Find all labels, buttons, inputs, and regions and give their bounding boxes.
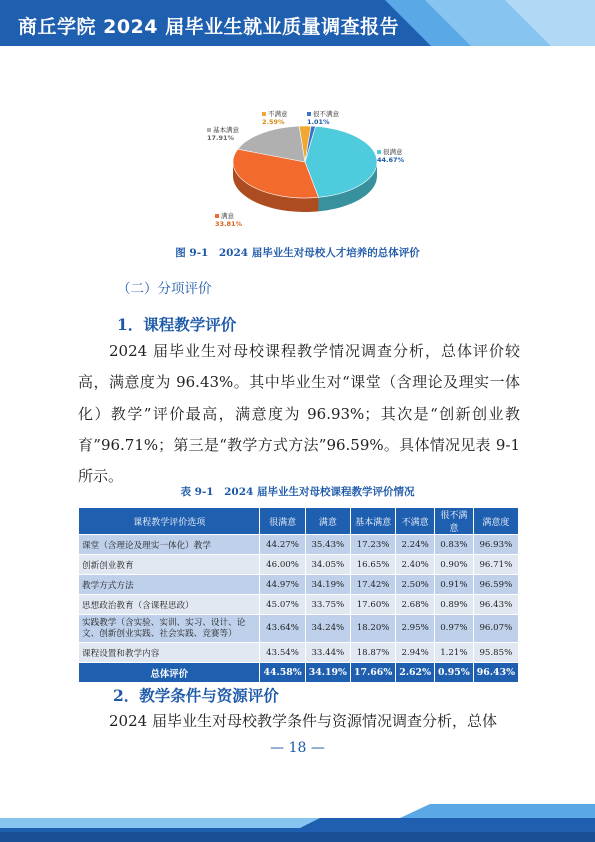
footer-decoration xyxy=(0,804,595,842)
table-cell: 总体评价 xyxy=(79,663,260,683)
table-cell: 创新创业教育 xyxy=(79,555,260,575)
table-cell: 96.07% xyxy=(473,615,518,643)
table-row xyxy=(79,575,519,595)
figure-caption: 图 9-1 2024 届毕业生对母校人才培养的总体评价 xyxy=(175,247,420,259)
table-cell: 96.59% xyxy=(473,575,518,595)
table-cell: 34.19% xyxy=(305,575,350,595)
table-cell: 0.83% xyxy=(434,535,473,555)
table-cell: 2.94% xyxy=(396,643,435,663)
table-cell: 96.71% xyxy=(473,555,518,575)
paragraph-course-teaching: 2024 届毕业生对母校课程教学情况调查分析，总体评价较高，满意度为 96.43%。其中毕业生对“课堂（含理论及理实一体化）教学”评价最高，满意度为 96.93%；其次是“创新创业教育”96.71%；第三是“教学方式方法”96.59%。具体情况见表 9-1 所示。 xyxy=(78,342,520,486)
table-caption: 表 9-1 2024 届毕业生对母校课程教学评价情况 xyxy=(180,486,415,498)
table-cell: 16.65% xyxy=(350,555,395,575)
paragraph-teaching-conditions: 2024 届毕业生对母校教学条件与资源情况调查分析，总体 xyxy=(109,712,497,730)
table-cell: 17.42% xyxy=(350,575,395,595)
legend-swatch xyxy=(215,214,219,218)
table-row xyxy=(79,615,519,643)
table-cell: 0.89% xyxy=(434,595,473,615)
table-cell: 17.23% xyxy=(350,535,395,555)
table-cell: 44.27% xyxy=(260,535,305,555)
table-cell: 17.60% xyxy=(350,595,395,615)
table-cell: 2.24% xyxy=(396,535,435,555)
table-cell: 44.58% xyxy=(260,663,305,683)
table-header-cell: 很不满意 xyxy=(434,508,473,535)
table-cell: 44.97% xyxy=(260,575,305,595)
legend-swatch xyxy=(377,150,381,154)
table-cell: 0.90% xyxy=(434,555,473,575)
table-cell: 45.07% xyxy=(260,595,305,615)
table-cell: 34.19% xyxy=(305,663,350,683)
table-row xyxy=(79,595,519,615)
page-header xyxy=(0,0,595,46)
table-cell: 2.50% xyxy=(396,575,435,595)
table-header-cell: 课程教学评价选项 xyxy=(79,508,260,535)
table-cell: 思想政治教育（含课程思政） xyxy=(79,595,260,615)
table-cell: 课堂（含理论及理实一体化）教学 xyxy=(79,535,260,555)
table-header-cell: 很满意 xyxy=(260,508,305,535)
table-header-cell: 满意 xyxy=(305,508,350,535)
table-cell: 96.43% xyxy=(473,663,518,683)
table-cell: 35.43% xyxy=(305,535,350,555)
table-cell: 96.43% xyxy=(473,595,518,615)
pie-label-satisfied: 满意 33.81% xyxy=(215,212,243,228)
table-cell: 0.97% xyxy=(434,615,473,643)
table-cell: 34.24% xyxy=(305,615,350,643)
table-total-row xyxy=(79,663,519,683)
table-header-row xyxy=(79,508,519,535)
table-cell: 1.21% xyxy=(434,643,473,663)
table-cell: 43.64% xyxy=(260,615,305,643)
table-cell: 课程设置和教学内容 xyxy=(79,643,260,663)
course-evaluation-table xyxy=(78,507,519,683)
table-row xyxy=(79,535,519,555)
table-header-cell: 基本满意 xyxy=(350,508,395,535)
pie-label-very-unsatisfied: 很不满意 1.01% xyxy=(307,110,339,126)
table-header-cell: 不满意 xyxy=(396,508,435,535)
table-cell: 2.68% xyxy=(396,595,435,615)
legend-swatch xyxy=(307,112,311,116)
section-title: （二）分项评价 xyxy=(117,281,212,297)
table-cell: 2.95% xyxy=(396,615,435,643)
table-cell: 18.87% xyxy=(350,643,395,663)
table-header-cell: 满意度 xyxy=(473,508,518,535)
table-cell: 教学方式方法 xyxy=(79,575,260,595)
table-cell: 33.44% xyxy=(305,643,350,663)
table-cell: 95.85% xyxy=(473,643,518,663)
table-cell: 46.00% xyxy=(260,555,305,575)
table-cell: 2.62% xyxy=(396,663,435,683)
pie-label-unsatisfied: 不满意 2.59% xyxy=(262,110,288,126)
table-cell: 34.05% xyxy=(305,555,350,575)
table-row xyxy=(79,643,519,663)
table-cell: 2.40% xyxy=(396,555,435,575)
table-cell: 33.75% xyxy=(305,595,350,615)
heading-teaching-conditions: 2．教学条件与资源评价 xyxy=(113,686,279,705)
pie-label-basic: 基本满意 17.91% xyxy=(207,126,239,142)
header-title: 商丘学院 2024 届毕业生就业质量调查报告 xyxy=(18,16,400,38)
heading-course-teaching: 1．课程教学评价 xyxy=(117,315,237,334)
table-cell: 17.66% xyxy=(350,663,395,683)
table-cell: 43.54% xyxy=(260,643,305,663)
table-row xyxy=(79,555,519,575)
table-cell: 0.91% xyxy=(434,575,473,595)
legend-swatch xyxy=(262,112,266,116)
table-cell: 0.95% xyxy=(434,663,473,683)
table-cell: 18.20% xyxy=(350,615,395,643)
header-decoration xyxy=(385,0,595,46)
pie-label-very-satisfied: 很满意 44.67% xyxy=(377,148,405,164)
table-cell: 实践教学（含实验、实训、实习、设计、论文、创新创业实践、社会实践、竞赛等） xyxy=(79,615,260,643)
legend-swatch xyxy=(207,128,211,132)
page-number: — 18 — xyxy=(270,740,325,756)
table-cell: 96.93% xyxy=(473,535,518,555)
